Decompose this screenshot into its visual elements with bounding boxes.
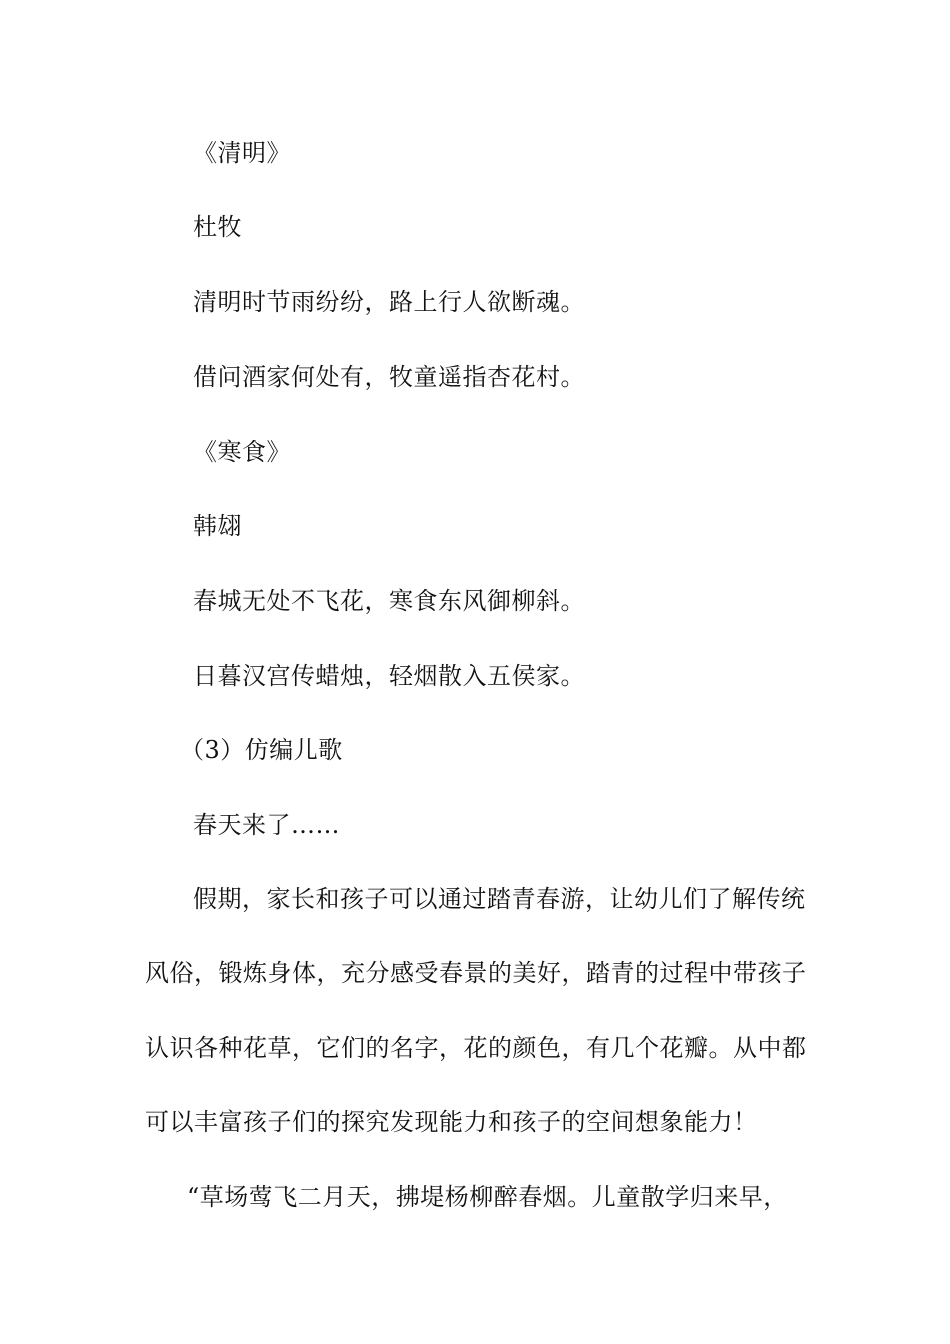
- paragraph-line: 认识各种花草，它们的名字，花的颜色，有几个花瓣。从中都: [145, 1034, 807, 1062]
- poem-line: 日暮汉宫传蜡烛，轻烟散入五侯家。: [193, 662, 585, 690]
- poem-line: 清明时节雨纷纷，路上行人欲断魂。: [193, 288, 585, 316]
- section-example: 春天来了……: [193, 811, 340, 839]
- poem-author-dumu: 杜牧: [193, 213, 242, 241]
- poem-title-hanshi: 《寒食》: [193, 438, 291, 466]
- quote-line: “草场莺飞二月天，拂堤杨柳醉春烟。儿童散学归来早，: [187, 1183, 788, 1211]
- poem-author-hanhong: 韩翃: [193, 512, 242, 540]
- paragraph-line: 风俗，锻炼身体，充分感受春景的美好，踏青的过程中带孩子: [145, 959, 807, 987]
- paragraph-line: 假期，家长和孩子可以通过踏青春游，让幼儿们了解传统: [193, 885, 806, 913]
- poem-title-qingming: 《清明》: [193, 139, 291, 167]
- poem-line: 春城无处不飞花，寒食东风御柳斜。: [193, 587, 585, 615]
- paragraph-line: 可以丰富孩子们的探究发现能力和孩子的空间想象能力！: [145, 1108, 758, 1136]
- poem-line: 借问酒家何处有，牧童遥指杏花村。: [193, 363, 585, 391]
- section-heading: （3）仿编儿歌: [180, 736, 343, 764]
